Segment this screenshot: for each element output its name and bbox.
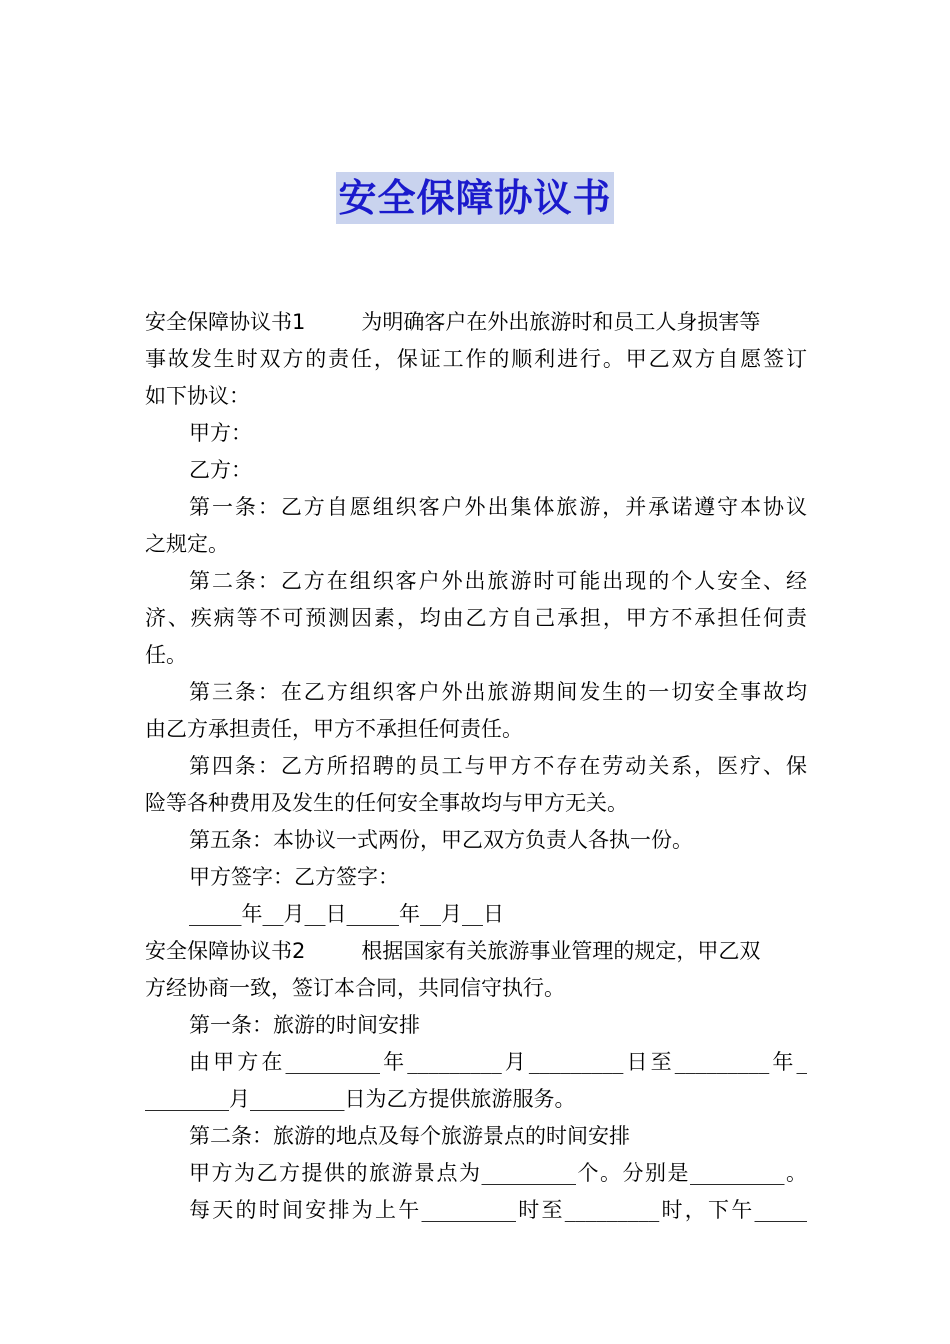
section1-intro-text: 为明确客户在外出旅游时和员工人身损害等	[361, 310, 761, 334]
section2-article1-line-2: ________月_________日为乙方提供旅游服务。	[145, 1087, 576, 1111]
title-container	[0, 172, 950, 224]
section2-article1-line-1: 由甲方在_________年_________月_________日至_________年_	[189, 1050, 807, 1074]
section1-intro-line-3: 如下协议：	[145, 384, 250, 408]
date-line: _____年__月__日_____年__月__日	[189, 902, 504, 926]
section2-intro-line-2: 方经协商一致，签订本合同，共同信守执行。	[145, 976, 565, 1000]
section2-intro-line	[145, 933, 807, 970]
document-title: 安全保障协议书	[336, 172, 613, 224]
article1-line-1: 第一条：乙方自愿组织客户外出集体旅游，并承诺遵守本协议	[189, 495, 807, 519]
article1-line-2: 之规定。	[145, 532, 229, 556]
section2-intro-text: 根据国家有关旅游事业管理的规定，甲乙双	[361, 939, 761, 963]
section2-article2-title: 第二条：旅游的地点及每个旅游景点的时间安排	[189, 1124, 630, 1148]
article2-line-3: 任。	[145, 643, 187, 667]
party-b-label: 乙方：	[189, 458, 252, 482]
article5-line: 第五条：本协议一式两份，甲乙双方负责人各执一份。	[189, 828, 693, 852]
section2-article2-line-1: 甲方为乙方提供的旅游景点为_________个。分别是_________。	[189, 1161, 807, 1185]
section2-article2-line-2: 每天的时间安排为上午_________时至_________时，下午_____	[189, 1198, 807, 1222]
article3-line-2: 由乙方承担责任，甲方不承担任何责任。	[145, 717, 523, 741]
article4-line-1: 第四条：乙方所招聘的员工与甲方不存在劳动关系，医疗、保	[189, 754, 807, 778]
section2-article1-title: 第一条：旅游的时间安排	[189, 1013, 420, 1037]
party-a-label: 甲方：	[189, 421, 252, 445]
article3-line-1: 第三条：在乙方组织客户外出旅游期间发生的一切安全事故均	[189, 680, 807, 704]
document-body	[145, 304, 807, 1229]
section1-intro-line	[145, 304, 807, 341]
section1-intro-line-2: 事故发生时双方的责任，保证工作的顺利进行。甲乙双方自愿签订	[145, 347, 807, 371]
article2-line-1: 第二条：乙方在组织客户外出旅游时可能出现的个人安全、经	[189, 569, 807, 593]
section2-heading: 安全保障协议书2	[145, 939, 306, 963]
article2-line-2: 济、疾病等不可预测因素，均由乙方自己承担，甲方不承担任何责	[145, 606, 807, 630]
article4-line-2: 险等各种费用及发生的任何安全事故均与甲方无关。	[145, 791, 628, 815]
section1-heading: 安全保障协议书1	[145, 310, 306, 334]
signatures-line: 甲方签字：乙方签字：	[189, 865, 399, 889]
